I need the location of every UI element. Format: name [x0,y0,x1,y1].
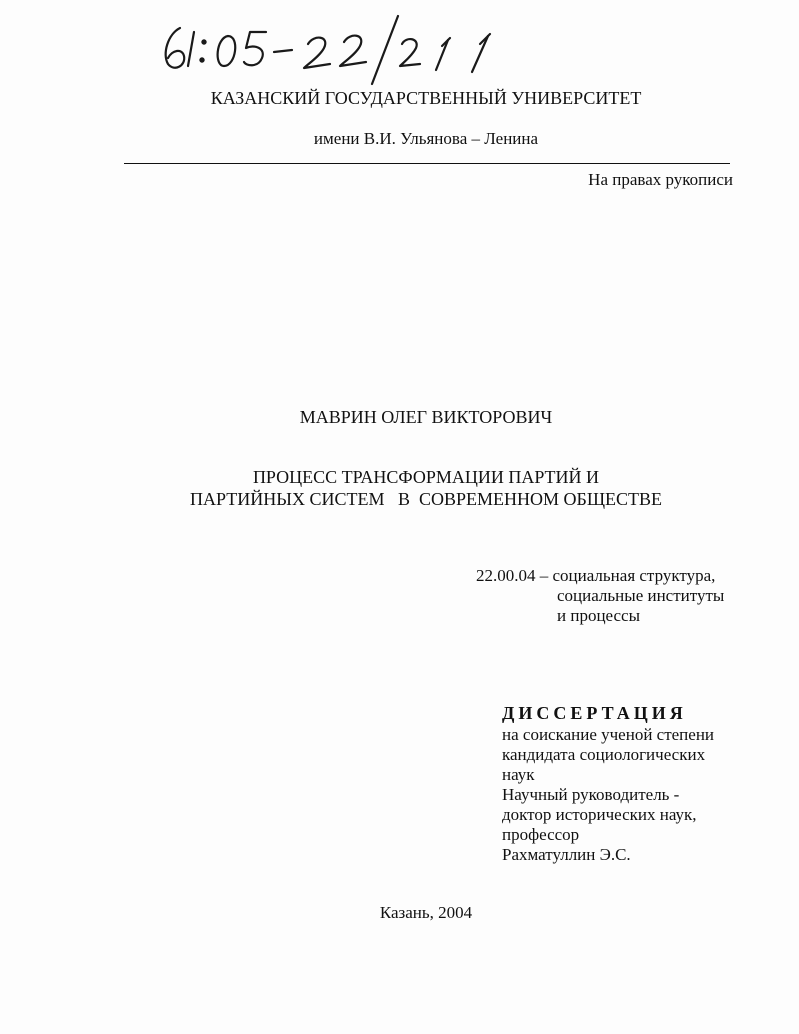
city-year: Казань, 2004 [379,903,473,922]
supervisor-label: Научный руководитель - [502,785,680,804]
supervisor-degree: доктор исторических наук, [502,805,697,824]
supervisor-title: профессор [502,825,580,844]
specialty-line-3: и процессы [557,606,641,625]
dissertation-line: наук [502,765,535,784]
supervisor-name: Рахматуллин Э.С. [502,845,631,864]
author-name: МАВРИН ОЛЕГ ВИКТОРОВИЧ [299,407,553,427]
specialty-line-1: 22.00.04 – социальная структура, [476,566,716,585]
university-named-after: имени В.И. Ульянова – Ленина [313,129,539,148]
dissertation-line: на соискание ученой степени [502,725,715,744]
header-divider [124,163,730,164]
dissertation-title [0,466,799,510]
handwritten-code-drawing [158,10,518,90]
university-name: КАЗАНСКИЙ ГОСУДАРСТВЕННЫЙ УНИВЕРСИТЕТ [210,88,642,108]
handwritten-catalog-code [158,10,518,90]
specialty-line-2: социальные институты [557,586,725,605]
manuscript-rights-note: На правах рукописи [588,170,733,189]
title-line-2: ПАРТИЙНЫХ СИСТЕМ В СОВРЕМЕННОМ ОБЩЕСТВЕ [190,489,662,509]
dissertation-heading: ДИССЕРТАЦИЯ [502,703,687,723]
dissertation-block [502,703,714,865]
specialty-code [476,566,724,626]
title-line-1: ПРОЦЕСС ТРАНСФОРМАЦИИ ПАРТИЙ И [252,467,600,487]
dissertation-line: кандидата социологических [502,745,706,764]
